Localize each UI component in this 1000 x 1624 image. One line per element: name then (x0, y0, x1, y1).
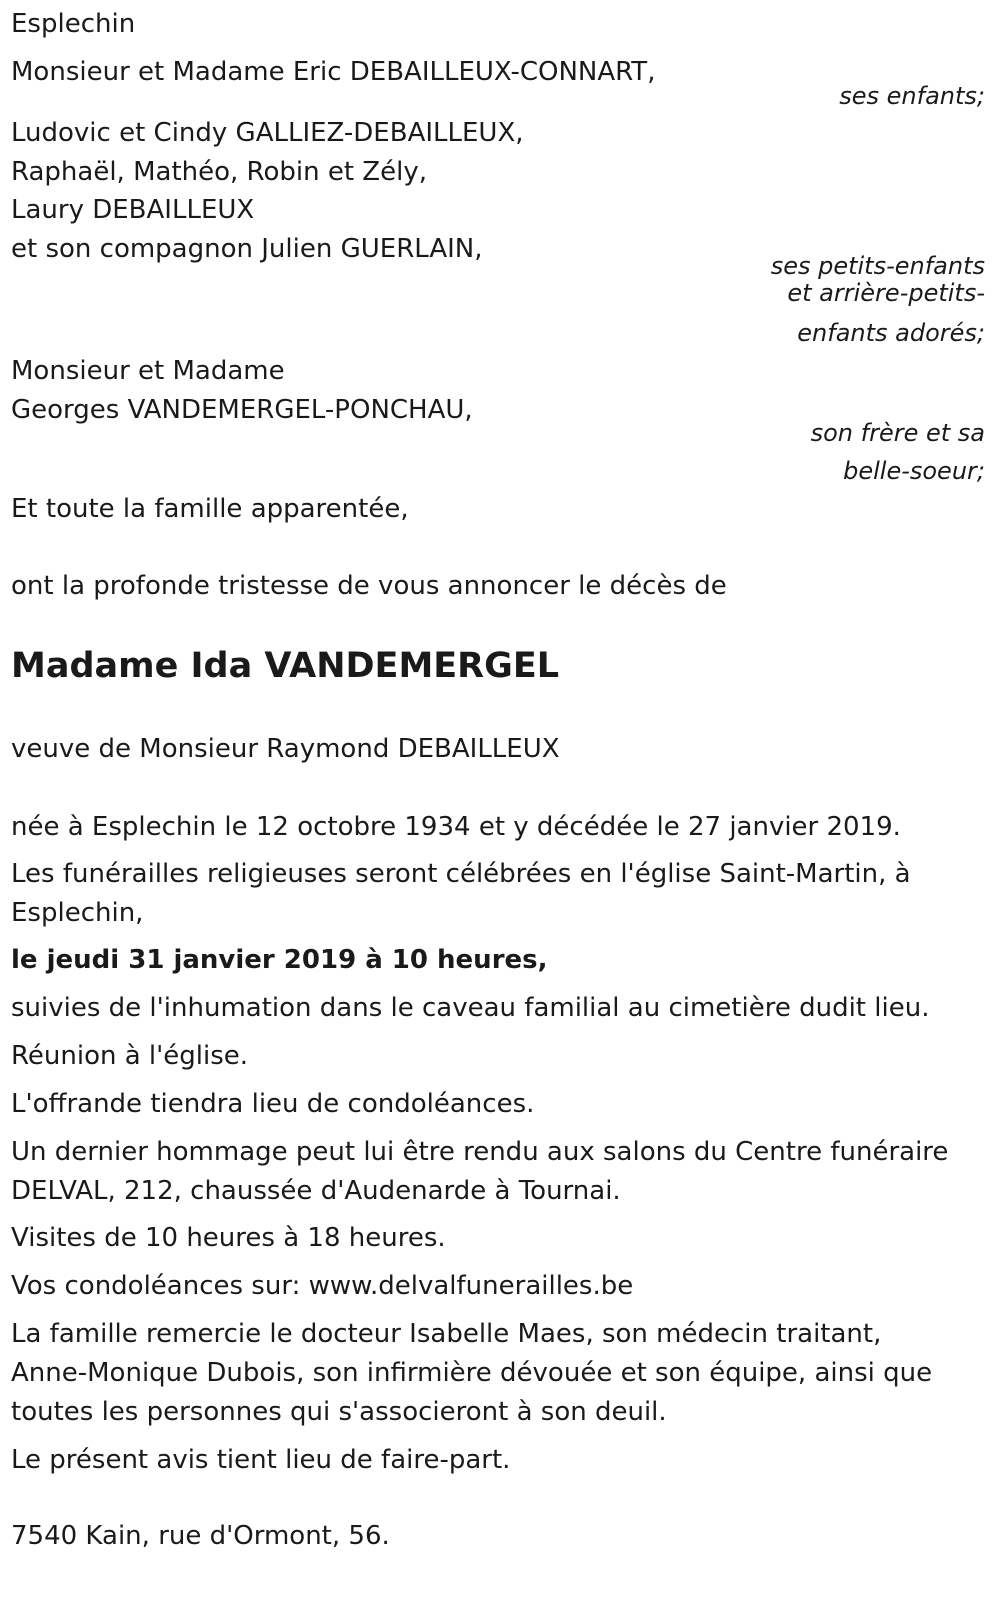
family-line-grandchildren-1: Ludovic et Cindy GALLIEZ-DEBAILLEUX, (11, 118, 524, 148)
family-line-children: Monsieur et Madame Eric DEBAILLEUX-CONNART, (11, 57, 656, 87)
tribute-line-2: DELVAL, 212, chaussée d'Audenarde à Tournai. (11, 1176, 621, 1206)
children-relation-label: ses enfants; (839, 82, 985, 110)
sibling-relation-label-2: belle-soeur; (843, 457, 985, 485)
funeral-line-2: Esplechin, (11, 898, 144, 928)
family-line-grandchildren-3: Laury DEBAILLEUX (11, 195, 255, 225)
offering-line: L'offrande tiendra lieu de condoléances. (11, 1089, 535, 1119)
thanks-line-1: La famille remercie le docteur Isabelle Maes, son médecin traitant, (11, 1319, 882, 1349)
condolences-line: Vos condoléances sur: www.delvalfunerailles.be (11, 1271, 634, 1301)
family-line-sibling-1: Monsieur et Madame (11, 356, 285, 386)
visits-line: Visites de 10 heures à 18 heures. (11, 1223, 446, 1253)
tribute-line-1: Un dernier hommage peut lui être rendu aux salons du Centre funéraire (11, 1137, 949, 1167)
funeral-date-line: le jeudi 31 janvier 2019 à 10 heures, (11, 945, 548, 975)
birth-death-line: née à Esplechin le 12 octobre 1934 et y décédée le 27 janvier 2019. (11, 812, 901, 842)
place-heading: Esplechin (11, 9, 136, 39)
grandchildren-relation-label-1: ses petits-enfants (770, 252, 985, 280)
meeting-line: Réunion à l'église. (11, 1041, 249, 1071)
family-line-grandchildren-2: Raphaël, Mathéo, Robin et Zély, (11, 157, 427, 187)
thanks-line-3: toutes les personnes qui s'associeront à son deuil. (11, 1397, 667, 1427)
grandchildren-relation-label-3: enfants adorés; (797, 319, 985, 347)
family-line-grandchildren-4: et son compagnon Julien GUERLAIN, (11, 234, 483, 264)
deceased-name: Madame Ida VANDEMERGEL (11, 646, 560, 686)
sibling-relation-label-1: son frère et sa (810, 419, 985, 447)
burial-line: suivies de l'inhumation dans le caveau familial au cimetière dudit lieu. (11, 993, 930, 1023)
extended-family-line: Et toute la famille apparentée, (11, 494, 409, 524)
announcement-intro: ont la profonde tristesse de vous annoncer le décès de (11, 571, 727, 601)
notice-line: Le présent avis tient lieu de faire-part. (11, 1445, 511, 1475)
address-line: 7540 Kain, rue d'Ormont, 56. (11, 1521, 390, 1551)
family-line-sibling-2: Georges VANDEMERGEL-PONCHAU, (11, 395, 473, 425)
grandchildren-relation-label-2: et arrière-petits- (787, 279, 985, 307)
funeral-line-1: Les funérailles religieuses seront célébrées en l'église Saint-Martin, à (11, 859, 911, 889)
widow-of-line: veuve de Monsieur Raymond DEBAILLEUX (11, 734, 560, 764)
thanks-line-2: Anne-Monique Dubois, son infirmière dévouée et son équipe, ainsi que (11, 1358, 933, 1388)
